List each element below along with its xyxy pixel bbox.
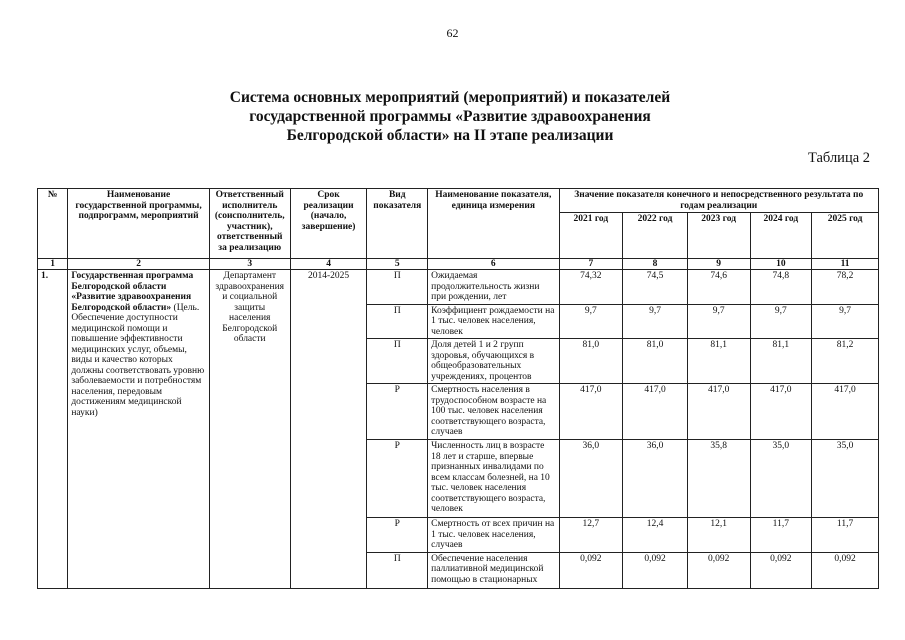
header-num: № bbox=[38, 189, 68, 259]
indicator-value: 81,1 bbox=[750, 339, 812, 384]
indicator-value: 78,2 bbox=[812, 270, 879, 305]
indicator-value: 0,092 bbox=[750, 552, 812, 588]
column-number: 3 bbox=[209, 259, 290, 270]
header-type: Вид показателя bbox=[367, 189, 428, 259]
indicator-value: 417,0 bbox=[750, 384, 812, 440]
header-responsible: Ответственный исполнитель (соисполнитель, участник), ответственный за реализацию bbox=[209, 189, 290, 259]
program-goal: (Цель. Обеспечение доступности медицинской помощи и повышение эффективности медицинских услуг, объемы, виды и качество которых должны соответствовать уровню заболеваемости и потребностям населения, передовым достижениям медицинской науки) bbox=[71, 302, 205, 418]
column-number: 6 bbox=[428, 259, 559, 270]
indicator-value: 35,8 bbox=[687, 440, 750, 518]
column-number: 4 bbox=[290, 259, 367, 270]
indicator-type: П bbox=[367, 552, 428, 588]
header-indicator: Наименование показателя, единица измерения bbox=[428, 189, 559, 259]
indicator-type: П bbox=[367, 339, 428, 384]
indicator-value: 0,092 bbox=[559, 552, 623, 588]
indicator-name: Ожидаемая продолжительность жизни при рождении, лет bbox=[428, 270, 559, 305]
indicator-value: 12,7 bbox=[559, 518, 623, 553]
indicator-value: 81,0 bbox=[559, 339, 623, 384]
indicator-value: 74,8 bbox=[750, 270, 812, 305]
indicator-name: Смертность населения в трудоспособном возрасте на 100 тыс. человек населения соответствующего возраста, случаев bbox=[428, 384, 559, 440]
indicator-value: 12,1 bbox=[687, 518, 750, 553]
indicator-name: Доля детей 1 и 2 групп здоровья, обучающихся в общеобразовательных учреждениях, процентов bbox=[428, 339, 559, 384]
indicator-value: 81,0 bbox=[623, 339, 688, 384]
indicators-table bbox=[37, 188, 879, 589]
program-name: Государственная программа Белгородской области «Развитие здравоохранения Белгородской области» bbox=[71, 271, 194, 313]
indicator-value: 9,7 bbox=[623, 304, 688, 339]
document-title bbox=[150, 88, 750, 145]
header-period: Срок реализации (начало, завершение) bbox=[290, 189, 367, 259]
column-number: 11 bbox=[812, 259, 879, 270]
indicator-value: 35,0 bbox=[812, 440, 879, 518]
header-year: 2024 год bbox=[750, 213, 812, 259]
indicator-value: 417,0 bbox=[812, 384, 879, 440]
title-line: государственной программы «Развитие здравоохранения bbox=[249, 108, 651, 125]
indicator-type: П bbox=[367, 270, 428, 305]
indicator-type: П bbox=[367, 304, 428, 339]
indicator-value: 417,0 bbox=[623, 384, 688, 440]
indicator-type: Р bbox=[367, 518, 428, 553]
indicator-value: 0,092 bbox=[812, 552, 879, 588]
column-number-row bbox=[38, 259, 879, 270]
indicator-value: 417,0 bbox=[687, 384, 750, 440]
header-values-group: Значение показателя конечного и непосредственного результата по годам реализации bbox=[559, 189, 879, 213]
indicator-value: 0,092 bbox=[687, 552, 750, 588]
indicator-name: Обеспечение населения паллиативной медицинской помощью в стационарных bbox=[428, 552, 559, 588]
column-number: 5 bbox=[367, 259, 428, 270]
column-number: 8 bbox=[623, 259, 688, 270]
title-line: Белгородской области» на II этапе реализации bbox=[286, 127, 614, 144]
indicator-value: 9,7 bbox=[812, 304, 879, 339]
indicator-value: 74,6 bbox=[687, 270, 750, 305]
table-row bbox=[38, 270, 879, 305]
indicator-value: 74,5 bbox=[623, 270, 688, 305]
indicator-name: Коэффициент рождаемости на 1 тыс. человек населения, человек bbox=[428, 304, 559, 339]
indicator-value: 81,1 bbox=[687, 339, 750, 384]
header-year: 2022 год bbox=[623, 213, 688, 259]
column-number: 7 bbox=[559, 259, 623, 270]
program-period: 2014-2025 bbox=[290, 270, 367, 589]
indicator-value: 36,0 bbox=[559, 440, 623, 518]
indicator-type: Р bbox=[367, 440, 428, 518]
program-name-cell bbox=[68, 270, 210, 589]
column-number: 1 bbox=[38, 259, 68, 270]
indicator-value: 36,0 bbox=[623, 440, 688, 518]
indicator-value: 9,7 bbox=[559, 304, 623, 339]
program-number: 1. bbox=[38, 270, 68, 589]
column-number: 2 bbox=[68, 259, 210, 270]
indicator-value: 9,7 bbox=[687, 304, 750, 339]
indicator-value: 81,2 bbox=[812, 339, 879, 384]
indicator-value: 0,092 bbox=[623, 552, 688, 588]
indicator-value: 35,0 bbox=[750, 440, 812, 518]
title-line: Система основных мероприятий (мероприятий) и показателей bbox=[229, 89, 671, 106]
column-number: 10 bbox=[750, 259, 812, 270]
indicator-name: Смертность от всех причин на 1 тыс. человек населения, случаев bbox=[428, 518, 559, 553]
indicator-value: 11,7 bbox=[750, 518, 812, 553]
indicator-type: Р bbox=[367, 384, 428, 440]
page-number: 62 bbox=[446, 26, 459, 40]
column-number: 9 bbox=[687, 259, 750, 270]
indicator-name: Численность лиц в возрасте 18 лет и старше, впервые признанных инвалидами по всем классам болезней, на 10 тыс. человек населения соответствующего возраста, человек bbox=[428, 440, 559, 518]
indicator-value: 12,4 bbox=[623, 518, 688, 553]
indicator-value: 417,0 bbox=[559, 384, 623, 440]
indicator-value: 74,32 bbox=[559, 270, 623, 305]
header-name: Наименование государственной программы, подпрограмм, мероприятий bbox=[68, 189, 210, 259]
header-year: 2021 год bbox=[559, 213, 623, 259]
table-label: Таблица 2 bbox=[808, 150, 871, 166]
program-responsible: Департамент здравоохранения и социальной защиты населения Белгородской области bbox=[209, 270, 290, 589]
header-year: 2023 год bbox=[687, 213, 750, 259]
indicator-value: 11,7 bbox=[812, 518, 879, 553]
indicator-value: 9,7 bbox=[750, 304, 812, 339]
header-year: 2025 год bbox=[812, 213, 879, 259]
